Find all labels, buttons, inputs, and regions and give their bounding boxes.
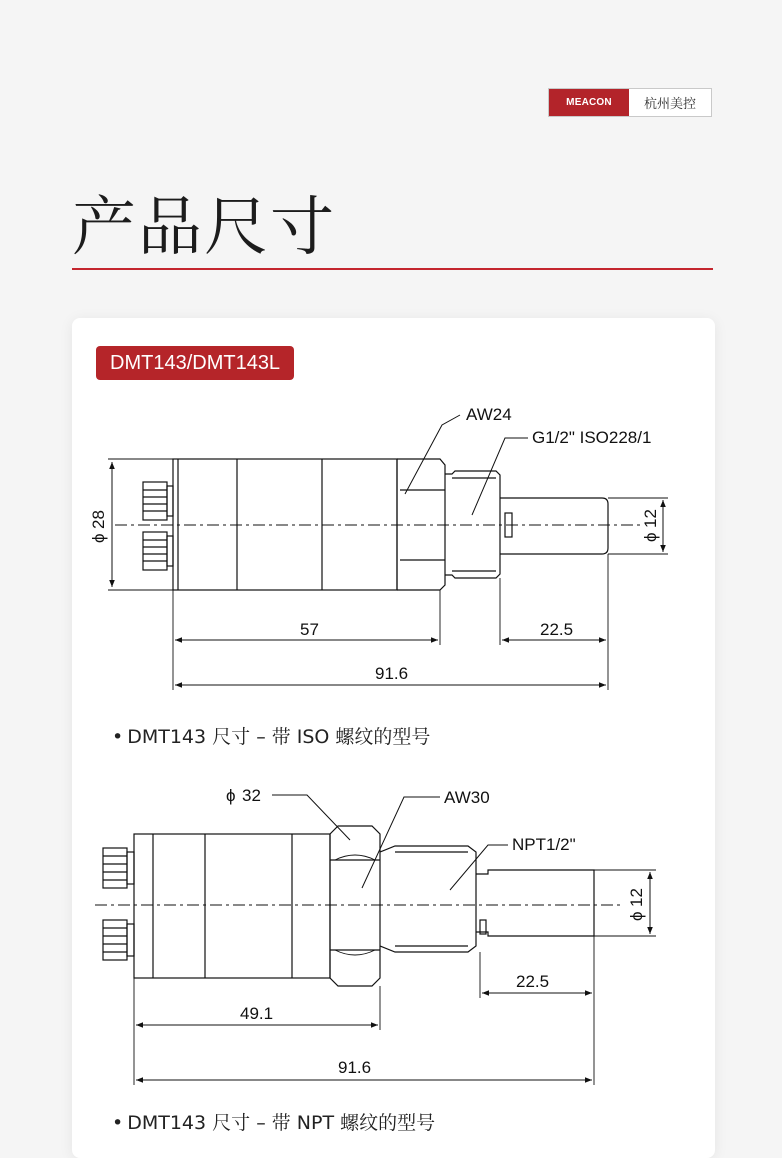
iso-total-length: 91.6	[375, 664, 409, 683]
caption-npt: • DMT143 尺寸 – 带 NPT 螺纹的型号	[112, 1112, 436, 1134]
page-title: 产品尺寸	[72, 191, 336, 265]
iso-body-diameter: 28	[89, 510, 108, 529]
iso-thread	[445, 471, 500, 578]
iso-drawing	[108, 415, 668, 690]
npt-hex-nut	[330, 826, 380, 986]
npt-dimension-text	[226, 786, 646, 1077]
npt-connector-top	[103, 848, 134, 888]
npt-total-length: 91.6	[338, 1058, 372, 1077]
iso-diameter-symbol: ϕ	[89, 533, 108, 543]
caption-iso-text: DMT143 尺寸 – 带 ISO 螺纹的型号	[127, 726, 431, 748]
iso-connector-bottom	[143, 532, 173, 570]
iso-connector-top	[143, 482, 173, 520]
npt-probe-length: 22.5	[516, 972, 550, 991]
iso-probe-diameter: 12	[641, 509, 660, 528]
caption-iso: • DMT143 尺寸 – 带 ISO 螺纹的型号	[112, 726, 431, 748]
model-badge: DMT143/DMT143L	[96, 346, 294, 380]
iso-probe-length: 22.5	[540, 620, 574, 639]
npt-hex-diameter: 32	[242, 786, 261, 805]
npt-connector-bottom	[103, 920, 134, 960]
npt-body	[134, 834, 330, 978]
npt-probe-diameter: 12	[627, 888, 646, 907]
iso-probe-diameter-symbol: ϕ	[641, 532, 660, 542]
iso-thread-label: G1/2" ISO228/1	[532, 428, 652, 447]
npt-probe-diameter-symbol: ϕ	[627, 911, 646, 921]
iso-body	[173, 459, 397, 590]
iso-hex-nut	[397, 459, 445, 590]
caption-npt-text: DMT143 尺寸 – 带 NPT 螺纹的型号	[127, 1112, 436, 1134]
iso-body-length: 57	[300, 620, 319, 639]
npt-thread	[380, 846, 476, 952]
iso-dimension-text	[89, 405, 660, 683]
brand-name: 杭州美控	[643, 97, 696, 112]
npt-body-length: 49.1	[240, 1004, 274, 1023]
iso-probe	[500, 498, 608, 554]
npt-thread-label: NPT1/2"	[512, 835, 576, 854]
brand-logo: MEACON	[549, 89, 629, 116]
npt-hex-diameter-symbol: ϕ	[226, 786, 236, 805]
npt-probe	[476, 870, 594, 936]
npt-hex-label: AW30	[444, 788, 490, 807]
iso-hex-label: AW24	[466, 405, 512, 424]
